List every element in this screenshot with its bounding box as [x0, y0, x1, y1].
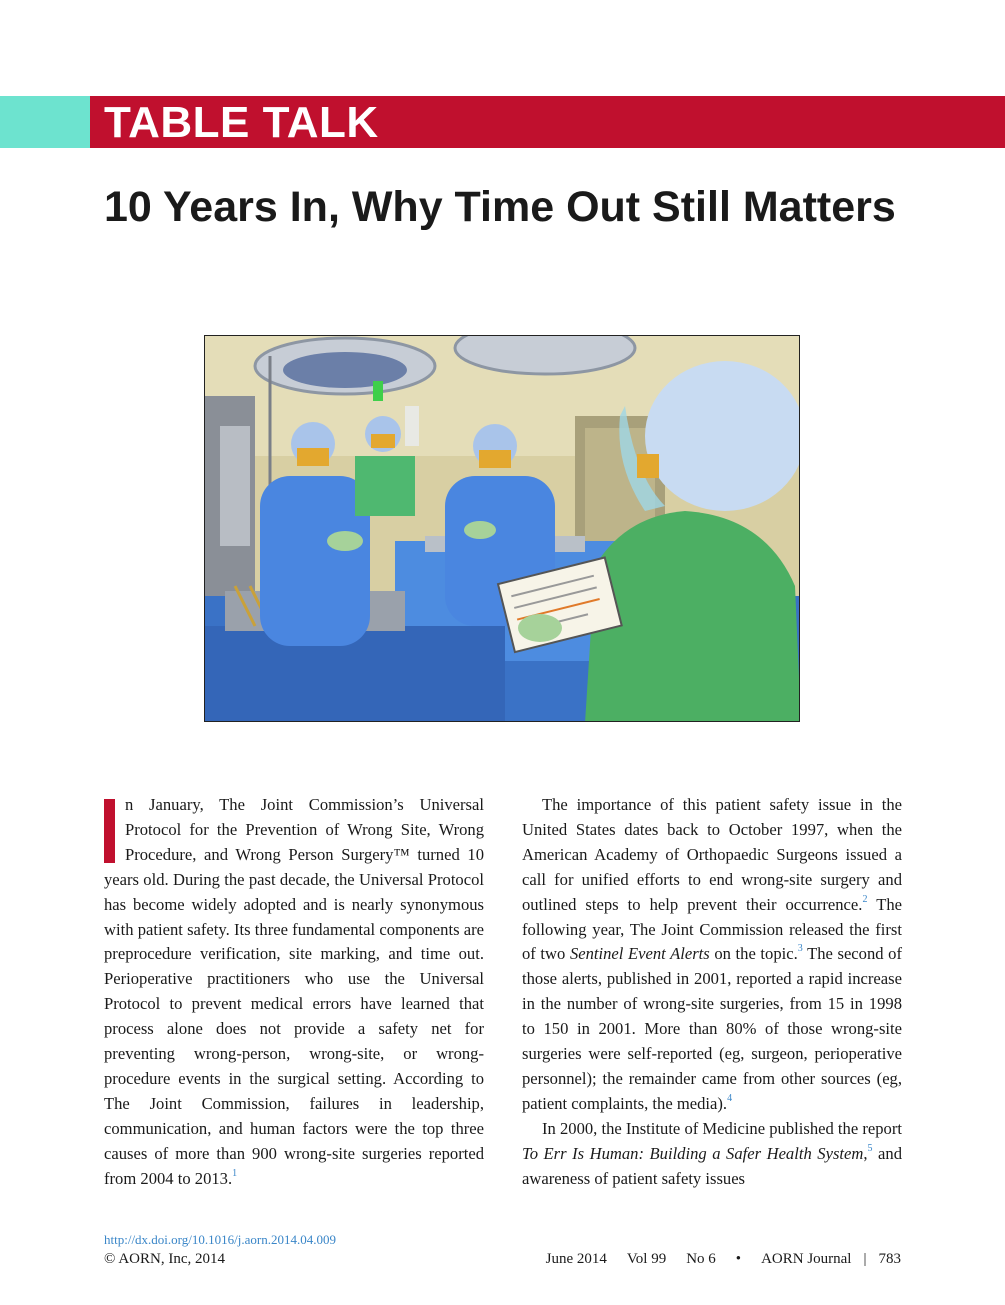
header-teal-band [0, 96, 90, 148]
article-right-column [522, 793, 902, 1192]
volume: Vol 99 [626, 1251, 667, 1267]
paragraph-2-text-b: The following year, The Joint Commission released the first of two [522, 894, 902, 964]
section-label: TABLE TALK [104, 98, 379, 147]
paragraph-3-text-b: , [863, 1143, 868, 1163]
reference-2[interactable]: 2 [862, 893, 868, 905]
journal-info [546, 1251, 901, 1268]
paragraph-3-text-a: In 2000, the Institute of Medicine published the report [542, 1118, 902, 1138]
issue-number: No 6 [686, 1251, 716, 1267]
bullet-separator: • [735, 1251, 742, 1267]
to-err-is-human-title: To Err Is Human: Building a Safer Health System [522, 1143, 864, 1163]
paragraph-2 [522, 793, 902, 1117]
paragraph-3 [522, 1117, 902, 1192]
drop-cap-i [104, 799, 115, 863]
sentinel-event-alerts: Sentinel Event Alerts [569, 944, 710, 964]
issue-date: June 2014 [545, 1251, 607, 1267]
paragraph-2-text-d: The second of those alerts, published in 2001, reported a rapid increase in the number of wrong-site surgeries, from 15 in 1998 to 150 in 2001. More than 80% of those wrong-site surgeries were self-reported (eg, surgeon, perioperative personnel); the remainder came from other sources (eg, patient complaints, the media). [522, 944, 902, 1113]
page-number: 783 [878, 1251, 901, 1267]
paragraph-1 [104, 793, 484, 1192]
journal-name: AORN Journal [761, 1251, 852, 1267]
article-title: 10 Years In, Why Time Out Still Matters [104, 183, 896, 231]
reference-4[interactable]: 4 [727, 1092, 733, 1104]
paragraph-2-text-c: on the topic. [709, 944, 798, 964]
paragraph-2-text-a: The importance of this patient safety issue in the United States dates back to October 1997, when the American Academy of Orthopaedic Surgeons issued a call for unified efforts to end wrong-site surgery and outlined steps to help prevent their occurrence. [522, 795, 902, 914]
article-left-column [104, 793, 484, 1192]
copyright: © AORN, Inc, 2014 [104, 1251, 225, 1267]
doi-link[interactable]: http://dx.doi.org/10.1016/j.aorn.2014.04.009 [104, 1232, 336, 1247]
divider: | [863, 1251, 867, 1267]
reference-1[interactable]: 1 [232, 1167, 238, 1179]
operating-room-photo [204, 335, 800, 722]
paragraph-1-text: n January, The Joint Commission’s Universal Protocol for the Prevention of Wrong Site, Wrong Procedure, and Wrong Person Surgery™ turned 10 years old. During the past decade, the Universal Protocol has become widely adopted and is nearly synonymous with patient safety. Its three fundamental components are preprocedure verification, site marking, and time out. Perioperative practitioners who use the Universal Protocol to prevent medical errors have learned that process alone does not provide a safety net for preventing wrong-person, wrong-site, or wrong-procedure events in the surgical setting. According to The Joint Commission, failures in leadership, communication, and human factors were the top three causes of more than 900 wrong-site surgeries reported from 2004 to 2013. [104, 795, 484, 1188]
paragraph-3-text-c: and awareness of patient safety issues [522, 1143, 903, 1188]
reference-3[interactable]: 3 [797, 943, 803, 955]
reference-5[interactable]: 5 [867, 1142, 873, 1154]
